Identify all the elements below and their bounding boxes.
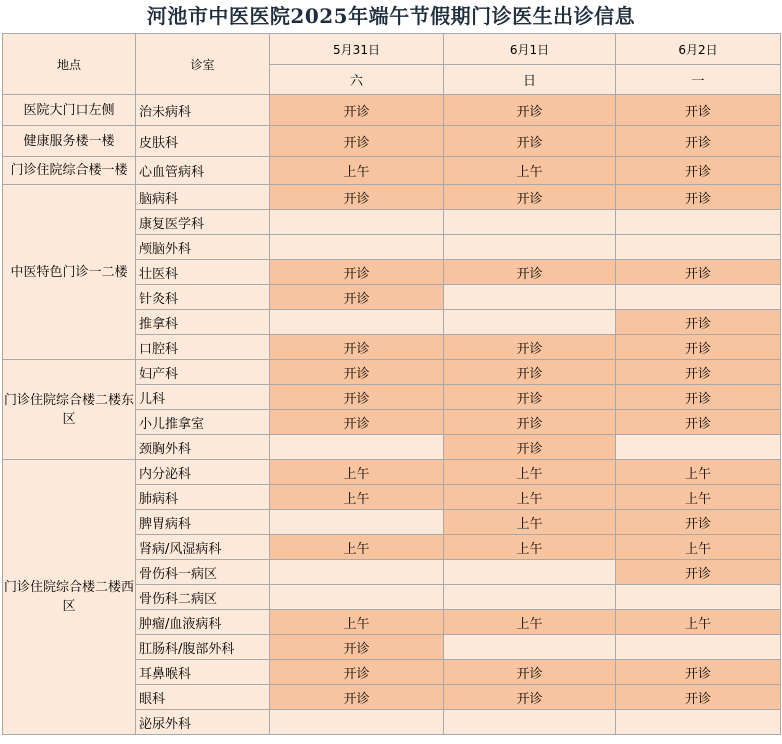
department-cell: 眼科 xyxy=(136,685,270,710)
status-cell xyxy=(444,585,616,610)
location-cell: 健康服务楼一楼 xyxy=(3,126,136,157)
department-cell: 推拿科 xyxy=(136,310,270,335)
status-cell xyxy=(444,235,616,260)
department-header: 诊室 xyxy=(136,34,270,95)
department-cell: 肺病科 xyxy=(136,485,270,510)
status-cell: 开诊 xyxy=(616,157,781,185)
weekday-header: 六 xyxy=(270,65,444,95)
status-cell: 上午 xyxy=(444,157,616,185)
date-header: 6月1日 xyxy=(444,34,616,65)
department-cell: 脑病科 xyxy=(136,185,270,210)
status-cell: 上午 xyxy=(616,485,781,510)
status-cell: 开诊 xyxy=(444,685,616,710)
status-cell: 开诊 xyxy=(616,95,781,126)
table-row xyxy=(3,185,781,210)
department-cell: 口腔科 xyxy=(136,335,270,360)
status-cell: 上午 xyxy=(444,535,616,560)
status-cell: 上午 xyxy=(270,610,444,635)
status-cell: 开诊 xyxy=(444,360,616,385)
status-cell: 开诊 xyxy=(444,260,616,285)
status-cell xyxy=(270,585,444,610)
status-cell: 上午 xyxy=(444,485,616,510)
status-cell: 上午 xyxy=(444,610,616,635)
status-cell xyxy=(616,710,781,735)
table-row xyxy=(3,126,781,157)
status-cell: 开诊 xyxy=(616,126,781,157)
date-header: 5月31日 xyxy=(270,34,444,65)
department-cell: 肛肠科/腹部外科 xyxy=(136,635,270,660)
status-cell: 开诊 xyxy=(444,335,616,360)
status-cell xyxy=(444,560,616,585)
status-cell: 开诊 xyxy=(444,385,616,410)
date-header: 6月2日 xyxy=(616,34,781,65)
status-cell: 上午 xyxy=(444,510,616,535)
status-cell: 开诊 xyxy=(444,126,616,157)
status-cell xyxy=(270,560,444,585)
status-cell: 上午 xyxy=(270,157,444,185)
table-row xyxy=(3,95,781,126)
location-cell: 门诊住院综合楼一楼 xyxy=(3,157,136,185)
status-cell: 开诊 xyxy=(616,185,781,210)
department-cell: 颅脑外科 xyxy=(136,235,270,260)
status-cell xyxy=(616,285,781,310)
status-cell: 开诊 xyxy=(270,285,444,310)
table-row xyxy=(3,460,781,485)
department-cell: 治未病科 xyxy=(136,95,270,126)
status-cell: 上午 xyxy=(444,460,616,485)
status-cell: 开诊 xyxy=(444,660,616,685)
status-cell xyxy=(616,235,781,260)
status-cell: 开诊 xyxy=(270,185,444,210)
status-cell xyxy=(270,310,444,335)
department-cell: 颈胸外科 xyxy=(136,435,270,460)
status-cell: 开诊 xyxy=(616,560,781,585)
status-cell xyxy=(444,635,616,660)
status-cell: 开诊 xyxy=(270,385,444,410)
status-cell: 上午 xyxy=(270,535,444,560)
status-cell: 开诊 xyxy=(270,685,444,710)
status-cell: 开诊 xyxy=(616,660,781,685)
status-cell: 上午 xyxy=(270,485,444,510)
department-cell: 妇产科 xyxy=(136,360,270,385)
status-cell: 上午 xyxy=(616,535,781,560)
department-cell: 壮医科 xyxy=(136,260,270,285)
schedule-table xyxy=(2,33,781,735)
status-cell xyxy=(616,635,781,660)
status-cell xyxy=(444,710,616,735)
status-cell: 开诊 xyxy=(616,260,781,285)
department-cell: 心血管病科 xyxy=(136,157,270,185)
status-cell xyxy=(444,310,616,335)
status-cell: 开诊 xyxy=(270,260,444,285)
department-cell: 肿瘤/血液病科 xyxy=(136,610,270,635)
status-cell: 上午 xyxy=(616,610,781,635)
location-cell: 门诊住院综合楼二楼西区 xyxy=(3,460,136,735)
department-cell: 肾病/风湿病科 xyxy=(136,535,270,560)
status-cell xyxy=(444,210,616,235)
location-cell: 医院大门口左侧 xyxy=(3,95,136,126)
status-cell: 开诊 xyxy=(616,310,781,335)
status-cell: 开诊 xyxy=(616,360,781,385)
page-title: 河池市中医医院2025年端午节假期门诊医生出诊信息 xyxy=(146,4,636,28)
status-cell: 开诊 xyxy=(270,335,444,360)
status-cell: 开诊 xyxy=(616,685,781,710)
status-cell: 开诊 xyxy=(444,95,616,126)
status-cell xyxy=(270,710,444,735)
status-cell: 开诊 xyxy=(616,335,781,360)
status-cell: 开诊 xyxy=(616,510,781,535)
location-cell: 中医特色门诊一二楼 xyxy=(3,185,136,360)
department-cell: 耳鼻喉科 xyxy=(136,660,270,685)
department-cell: 皮肤科 xyxy=(136,126,270,157)
status-cell: 开诊 xyxy=(270,95,444,126)
status-cell: 开诊 xyxy=(270,410,444,435)
location-cell: 门诊住院综合楼二楼东区 xyxy=(3,360,136,460)
department-cell: 康复医学科 xyxy=(136,210,270,235)
weekday-header: 一 xyxy=(616,65,781,95)
status-cell: 开诊 xyxy=(270,660,444,685)
status-cell: 上午 xyxy=(616,460,781,485)
department-cell: 内分泌科 xyxy=(136,460,270,485)
status-cell xyxy=(270,510,444,535)
department-cell: 骨伤科一病区 xyxy=(136,560,270,585)
status-cell xyxy=(616,210,781,235)
table-row xyxy=(3,360,781,385)
department-cell: 针灸科 xyxy=(136,285,270,310)
status-cell xyxy=(444,285,616,310)
status-cell: 开诊 xyxy=(444,185,616,210)
department-cell: 小儿推拿室 xyxy=(136,410,270,435)
status-cell xyxy=(270,210,444,235)
status-cell: 开诊 xyxy=(616,385,781,410)
department-cell: 儿科 xyxy=(136,385,270,410)
department-cell: 骨伤科二病区 xyxy=(136,585,270,610)
status-cell: 开诊 xyxy=(444,410,616,435)
status-cell xyxy=(616,585,781,610)
table-row xyxy=(3,157,781,185)
department-cell: 脾胃病科 xyxy=(136,510,270,535)
status-cell: 开诊 xyxy=(270,635,444,660)
status-cell xyxy=(616,435,781,460)
status-cell: 上午 xyxy=(270,460,444,485)
status-cell: 开诊 xyxy=(444,435,616,460)
status-cell: 开诊 xyxy=(270,126,444,157)
status-cell: 开诊 xyxy=(616,410,781,435)
weekday-header: 日 xyxy=(444,65,616,95)
status-cell xyxy=(270,235,444,260)
department-cell: 泌尿外科 xyxy=(136,710,270,735)
location-header: 地点 xyxy=(3,34,136,95)
status-cell: 开诊 xyxy=(270,360,444,385)
status-cell xyxy=(270,435,444,460)
